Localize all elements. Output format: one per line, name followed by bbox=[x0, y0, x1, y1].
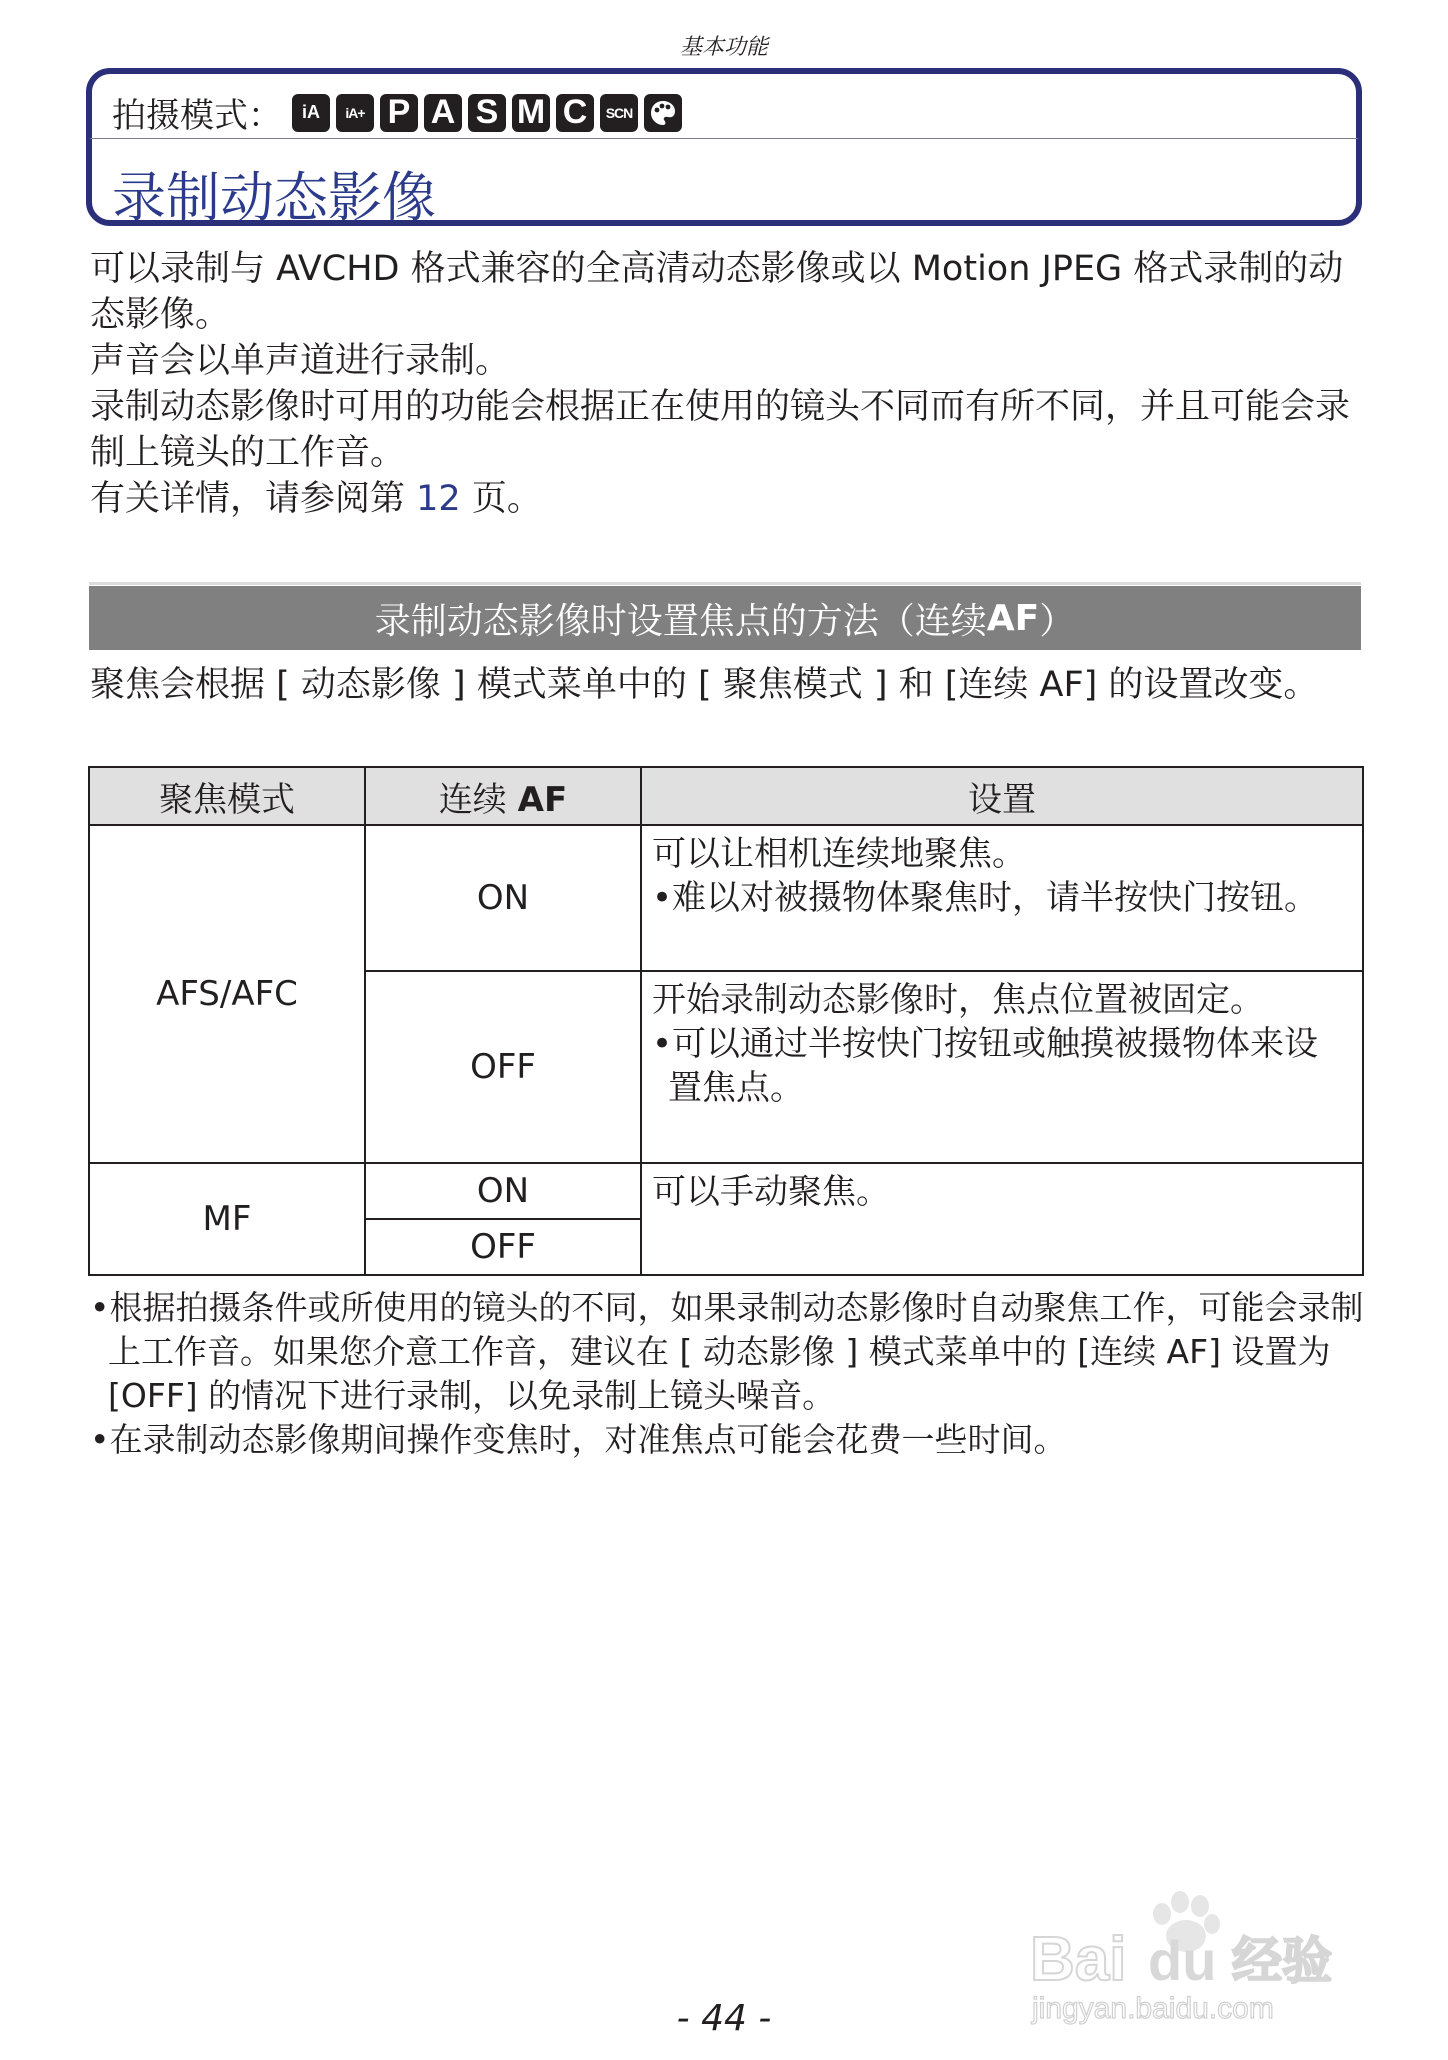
mf-setting-cell: 可以手动聚焦。 bbox=[641, 1163, 1363, 1275]
mf-off-cell: OFF bbox=[365, 1219, 641, 1275]
p-mode-icon: P bbox=[380, 94, 418, 132]
header-continuous-af: 连续 AF bbox=[365, 767, 641, 825]
section-heading: 录制动态影像时设置焦点的方法（连续 AF ） bbox=[89, 586, 1361, 650]
header-focus-mode: 聚焦模式 bbox=[89, 767, 365, 825]
focus-settings-table bbox=[88, 766, 1364, 1276]
intro-paragraph-2: 声音会以单声道进行录制。 bbox=[90, 341, 511, 381]
table-row bbox=[89, 1163, 1363, 1219]
mode-cell-mf: MF bbox=[89, 1163, 365, 1275]
scn-mode-icon: SCN bbox=[600, 94, 638, 132]
svg-text:jingyan.baidu.com: jingyan.baidu.com bbox=[1032, 1992, 1274, 2025]
section-description: 聚焦会根据 [ 动态影像 ] 模式菜单中的 [ 聚焦模式 ] 和 [连续 AF] 的设置改变。 bbox=[90, 665, 1319, 705]
palette-icon bbox=[648, 98, 678, 128]
intro-paragraph-1: 可以录制与 AVCHD 格式兼容的全高清动态影像或以 Motion JPEG 格式录制的动态影像。 bbox=[90, 249, 1344, 335]
recording-mode-row bbox=[112, 88, 682, 137]
mode-icons bbox=[292, 94, 682, 132]
c-mode-icon: C bbox=[556, 94, 594, 132]
page-title: 录制动态影像 bbox=[112, 166, 436, 229]
table-row bbox=[89, 825, 1363, 971]
mode-cell-afs-afc: AFS/AFC bbox=[89, 825, 365, 1163]
a-mode-icon: A bbox=[424, 94, 462, 132]
recording-mode-label: 拍摄模式： bbox=[112, 96, 282, 136]
header-setting: 设置 bbox=[641, 767, 1363, 825]
afs-off-setting-cell: 开始录制动态影像时，焦点位置被固定。 •可以通过半按快门按钮或触摸被摄物体来设置焦点。 bbox=[641, 971, 1363, 1163]
intro-text bbox=[90, 246, 1370, 522]
page-reference-link[interactable]: 12 bbox=[416, 479, 461, 519]
afs-on-setting-cell: 可以让相机连续地聚焦。 •难以对被摄物体聚焦时，请半按快门按钮。 bbox=[641, 825, 1363, 971]
ia-plus-mode-icon: iA+ bbox=[336, 94, 374, 132]
creative-control-mode-icon bbox=[644, 94, 682, 132]
section-top-line bbox=[89, 582, 1361, 585]
table-header-row bbox=[89, 767, 1363, 825]
page-number: - 44 - bbox=[676, 1998, 772, 2039]
note-item: •在录制动态影像期间操作变焦时，对准焦点可能会花费一些时间。 bbox=[90, 1420, 1067, 1459]
ia-mode-icon: iA bbox=[292, 94, 330, 132]
mf-on-cell: ON bbox=[365, 1163, 641, 1219]
mode-box-divider bbox=[90, 138, 1358, 139]
s-mode-icon: S bbox=[468, 94, 506, 132]
notes-list bbox=[90, 1286, 1370, 1462]
m-mode-icon: M bbox=[512, 94, 550, 132]
note-item: •根据拍摄条件或所使用的镜头的不同，如果录制动态影像时自动聚焦工作，可能会录制上工作音。如果您介意工作音，建议在 [ 动态影像 ] 模式菜单中的 [连续 AF] 设置为 [OFF] 的情况下进行录制，以免录制上镜头噪音。 bbox=[90, 1288, 1364, 1415]
intro-paragraph-3: 录制动态影像时可用的功能会根据正在使用的镜头不同而有所不同，并且可能会录制上镜头的工作音。 bbox=[90, 387, 1351, 473]
afs-off-cell: OFF bbox=[365, 971, 641, 1163]
svg-text:Bai: Bai bbox=[1030, 1925, 1127, 1994]
section-header-label: 基本功能 bbox=[679, 35, 768, 60]
afs-on-cell: ON bbox=[365, 825, 641, 971]
svg-text:du: du bbox=[1148, 1929, 1217, 1992]
intro-paragraph-4: 有关详情，请参阅第 12 页。 bbox=[90, 479, 542, 519]
svg-text:经验: 经验 bbox=[1232, 1932, 1332, 1990]
